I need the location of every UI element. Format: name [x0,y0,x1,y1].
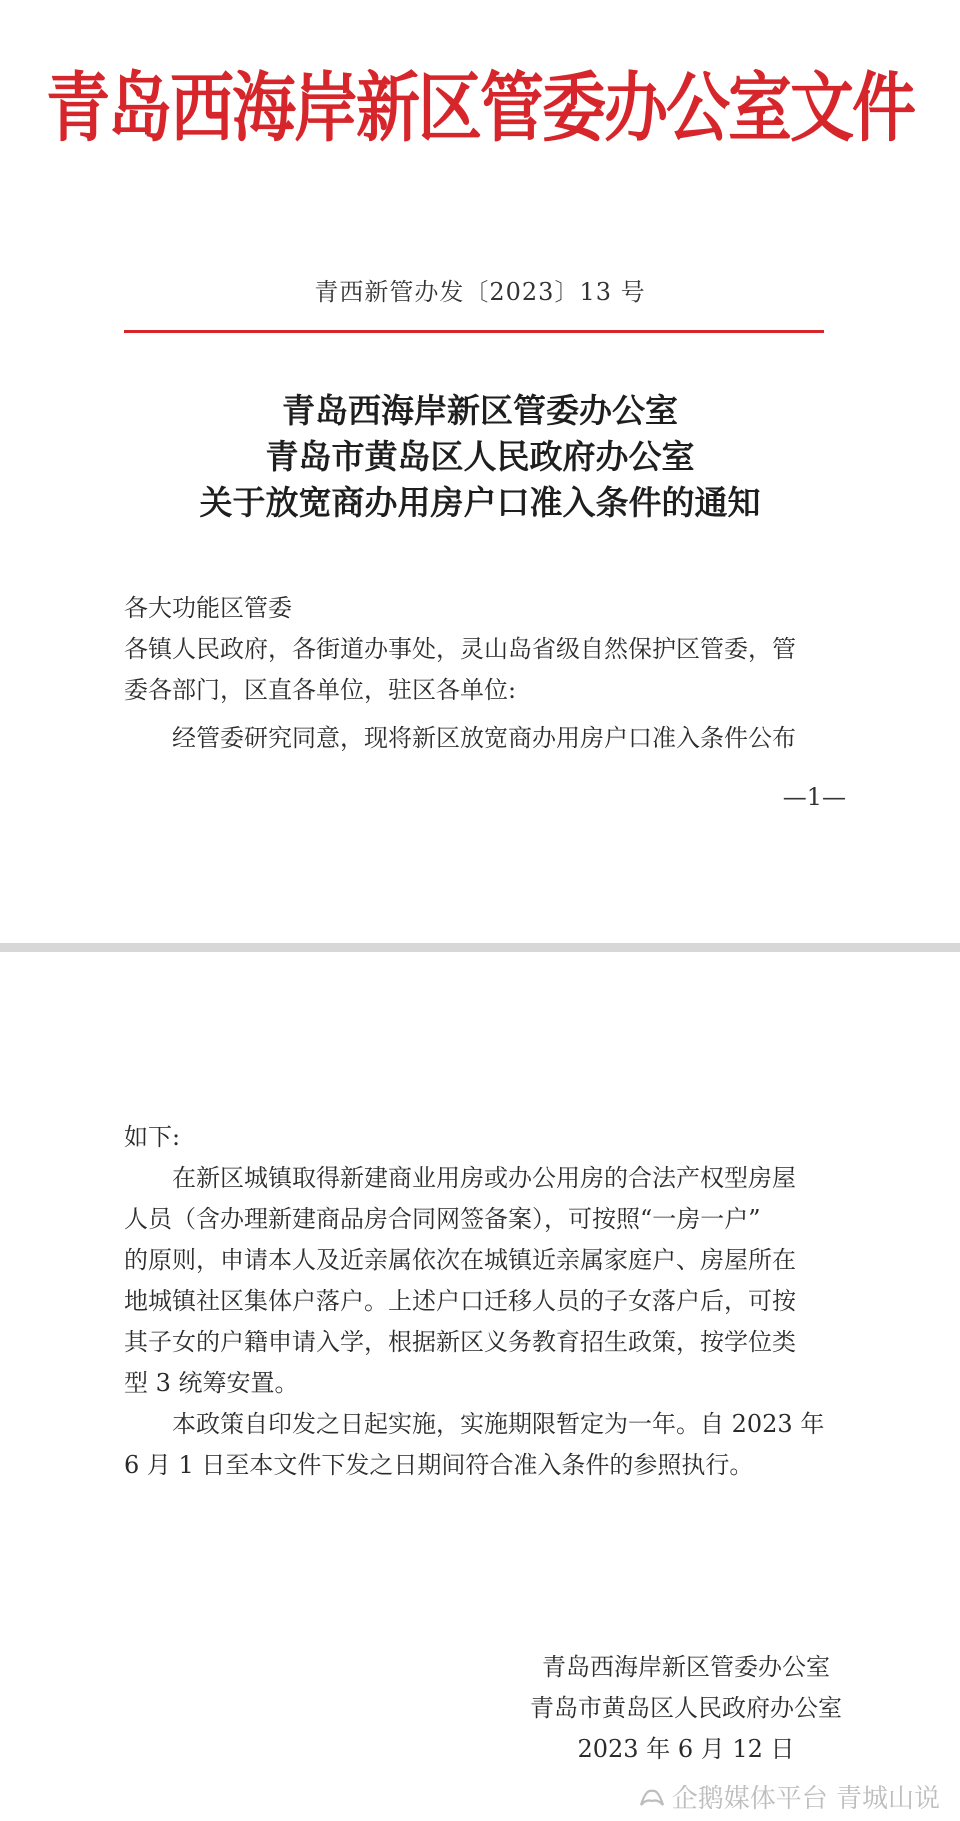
body-line: 的原则，申请本人及近亲属依次在城镇近亲属家庭户、房屋所在 [124,1246,796,1274]
body-line: 人员（含办理新建商品房合同网签备案），可按照“一房一户” [124,1205,761,1233]
addressee-line-3: 委各部门，区直各单位，驻区各单位: [124,676,517,704]
body-line: 本政策自印发之日起实施，实施期限暂定为一年。自 2023 年 [172,1410,825,1438]
watermark-text: 企鹅媒体平台 青城山说 [671,1784,940,1814]
document-number: 青西新管办发〔2023〕13 号 [314,278,646,306]
platform-watermark [638,1778,940,1815]
signature-org-2: 青岛市黄岛区人民政府办公室 [530,1694,842,1722]
red-divider-line [124,330,824,333]
title-line-1: 青岛西海岸新区管委办公室 [282,391,678,430]
policy-body [124,1117,836,1486]
title-line-2: 青岛市黄岛区人民政府办公室 [265,437,695,476]
signature-block [530,1647,842,1770]
addressee-list [124,588,844,711]
body-line: 6 月 1 日至本文件下发之日期间符合准入条件的参照执行。 [124,1451,754,1479]
addressee-line-1: 各大功能区管委 [124,594,292,622]
page-number: —1— [782,783,846,811]
page-separator [0,943,960,952]
title-line-3: 关于放宽商办用房户口准入条件的通知 [199,483,761,522]
signature-org-1: 青岛西海岸新区管委办公室 [542,1653,830,1681]
penguin-logo-icon [638,1785,666,1809]
body-line: 其子女的户籍申请入学，根据新区义务教育招生政策，按学位类 [124,1328,796,1356]
addressee-line-2: 各镇人民政府，各街道办事处，灵山岛省级自然保护区管委，管 [124,635,796,663]
body-line: 地城镇社区集体户落户。上述户口迁移人员的子女落户后，可按 [124,1287,796,1315]
opening-paragraph: 经管委研究同意，现将新区放宽商办用房户口准入条件公布 [172,724,796,752]
document-masthead: 青岛西海岸新区管委办公室文件 [46,65,914,154]
notice-title [0,388,960,526]
signature-date: 2023 年 6 月 12 日 [577,1735,795,1763]
body-line: 如下: [124,1123,181,1151]
body-line: 型 3 统筹安置。 [124,1369,299,1397]
body-line: 在新区城镇取得新建商业用房或办公用房的合法产权型房屋 [172,1164,796,1192]
